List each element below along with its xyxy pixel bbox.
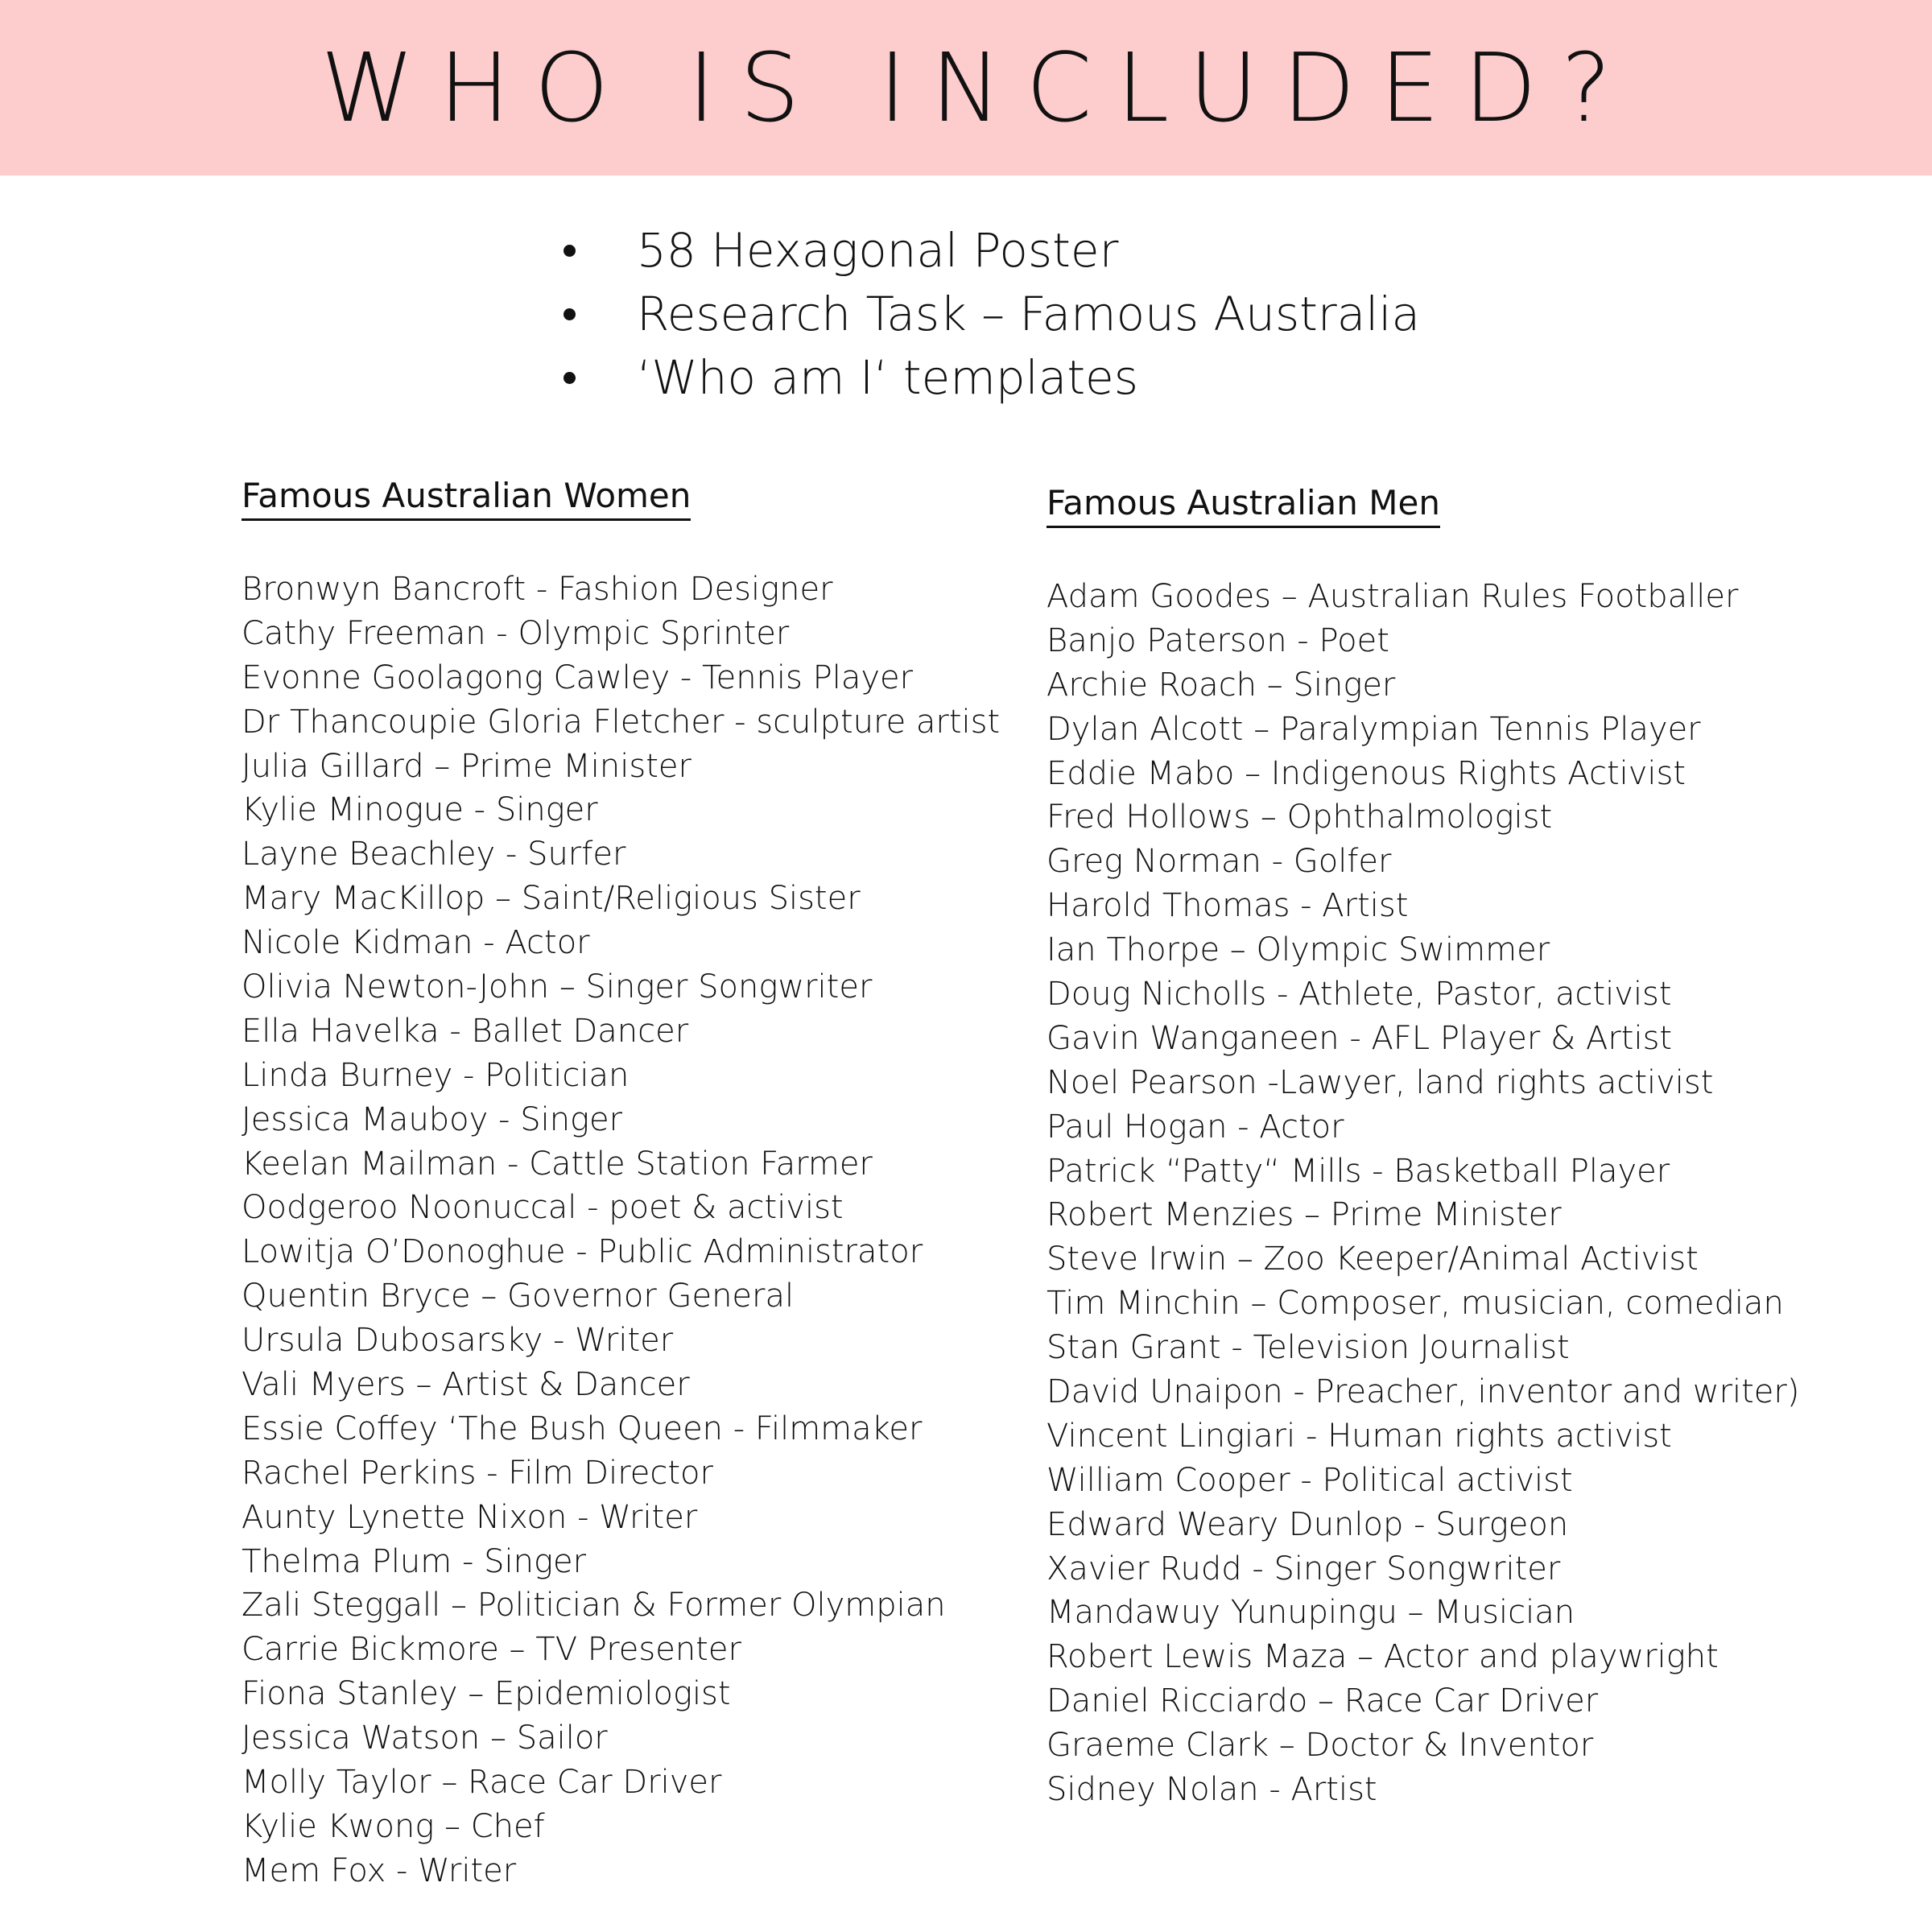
list-item: Nicole Kidman - Actor bbox=[242, 924, 590, 962]
list-item: Doug Nicholls - Athlete, Pastor, activist bbox=[1046, 976, 1672, 1013]
list-item: Steve Irwin – Zoo Keeper/Animal Activist bbox=[1046, 1241, 1699, 1278]
included-item: 58 Hexagonal Poster bbox=[564, 219, 1852, 283]
list-item: Kylie Minogue - Singer bbox=[242, 791, 598, 829]
list-item: William Cooper - Political activist bbox=[1046, 1461, 1573, 1499]
list-item: Fred Hollows – Ophthalmologist bbox=[1046, 799, 1553, 836]
list-item: Thelma Plum - Singer bbox=[242, 1542, 587, 1580]
list-item: Vali Myers – Artist & Dancer bbox=[242, 1366, 690, 1404]
list-item: Daniel Ricciardo – Race Car Driver bbox=[1046, 1682, 1599, 1720]
list-item: Layne Beachley - Surfer bbox=[242, 836, 626, 873]
included-item: Research Task – Famous Australia bbox=[564, 283, 1852, 346]
list-item: Linda Burney - Politician bbox=[242, 1056, 630, 1094]
list-item: Jessica Watson – Sailor bbox=[242, 1719, 608, 1757]
list-item: Noel Pearson -Lawyer, land rights activist bbox=[1046, 1063, 1714, 1101]
list-item: Jessica Mauboy - Singer bbox=[242, 1100, 623, 1138]
bullet-icon bbox=[564, 308, 576, 320]
bullet-icon bbox=[564, 245, 576, 257]
list-item: Tim Minchin – Composer, musician, comedian bbox=[1046, 1285, 1784, 1323]
list-item: Aunty Lynette Nixon - Writer bbox=[242, 1498, 698, 1536]
list-item: Robert Lewis Maza – Actor and playwright bbox=[1046, 1638, 1719, 1676]
list-item: Graeme Clark – Doctor & Inventor bbox=[1046, 1727, 1594, 1765]
list-item: Ursula Dubosarsky - Writer bbox=[242, 1322, 674, 1360]
list-item: Vincent Lingiari - Human rights activist bbox=[1046, 1417, 1672, 1455]
list-item: Robert Menzies – Prime Minister bbox=[1046, 1196, 1562, 1234]
women-list bbox=[242, 568, 1001, 1893]
list-item: Paul Hogan - Actor bbox=[1046, 1108, 1344, 1146]
list-item: Lowitja O’Donoghue - Public Administrator bbox=[242, 1233, 923, 1271]
women-heading: Famous Australian Women bbox=[242, 475, 691, 521]
list-item: Ian Thorpe – Olympic Swimmer bbox=[1046, 931, 1550, 969]
list-item: Kylie Kwong – Chef bbox=[242, 1807, 545, 1845]
women-column bbox=[242, 475, 1001, 1893]
list-item: Adam Goodes – Australian Rules Footballer bbox=[1046, 578, 1739, 615]
included-items-list bbox=[564, 219, 1852, 410]
list-item: Mary MacKillop – Saint/Religious Sister bbox=[242, 880, 861, 918]
list-item: Stan Grant - Television Journalist bbox=[1046, 1329, 1570, 1367]
included-item: ‘Who am I‘ templates bbox=[564, 346, 1852, 410]
list-item: Edward Weary Dunlop - Surgeon bbox=[1046, 1505, 1569, 1543]
list-item: Carrie Bickmore – TV Presenter bbox=[242, 1631, 741, 1669]
list-item: David Unaipon - Preacher, inventor and writer) bbox=[1046, 1373, 1800, 1411]
list-item: Julia Gillard – Prime Minister bbox=[242, 747, 691, 785]
list-item: Molly Taylor – Race Car Driver bbox=[242, 1764, 722, 1802]
list-item: Xavier Rudd - Singer Songwriter bbox=[1046, 1550, 1561, 1587]
list-item: Essie Coffey ‘The Bush Queen - Filmmaker bbox=[242, 1410, 923, 1447]
list-item: Oodgeroo Noonuccal - poet & activist bbox=[242, 1189, 844, 1227]
list-item: Harold Thomas - Artist bbox=[1046, 887, 1409, 925]
list-item: Cathy Freeman - Olympic Sprinter bbox=[242, 614, 790, 652]
list-item: Zali Steggall – Politician & Former Olympian bbox=[242, 1587, 946, 1624]
list-item: Mandawuy Yunupingu – Musician bbox=[1046, 1594, 1575, 1632]
list-item: Bronwyn Bancroft - Fashion Designer bbox=[242, 571, 833, 608]
list-item: Gavin Wanganeen - AFL Player & Artist bbox=[1046, 1019, 1673, 1057]
list-item: Rachel Perkins - Film Director bbox=[242, 1454, 713, 1492]
list-item: Ella Havelka - Ballet Dancer bbox=[242, 1012, 689, 1050]
list-item: Keelan Mailman - Cattle Station Farmer bbox=[242, 1145, 873, 1183]
header-banner bbox=[0, 0, 1932, 175]
list-item: Quentin Bryce – Governor General bbox=[242, 1278, 795, 1315]
men-heading: Famous Australian Men bbox=[1046, 482, 1440, 528]
list-item: Mem Fox - Writer bbox=[242, 1852, 517, 1889]
men-list bbox=[1046, 575, 1800, 1812]
list-item: Eddie Mabo – Indigenous Rights Activist bbox=[1046, 754, 1686, 792]
list-item: Dylan Alcott – Paralympian Tennis Player bbox=[1046, 710, 1701, 748]
page-title: WHO IS INCLUDED? bbox=[320, 32, 1636, 143]
list-item: Sidney Nolan - Artist bbox=[1046, 1771, 1377, 1809]
list-item: Archie Roach – Singer bbox=[1046, 666, 1396, 704]
list-item: Fiona Stanley – Epidemiologist bbox=[242, 1675, 731, 1713]
men-column bbox=[1046, 482, 1800, 1812]
list-item: Dr Thancoupie Gloria Fletcher - sculpture artist bbox=[242, 703, 1001, 741]
list-item: Greg Norman - Golfer bbox=[1046, 843, 1392, 881]
list-item: Olivia Newton-John – Singer Songwriter bbox=[242, 968, 873, 1006]
list-item: Banjo Paterson - Poet bbox=[1046, 621, 1389, 659]
bullet-icon bbox=[564, 372, 576, 384]
list-item: Patrick “Patty“ Mills - Basketball Player bbox=[1046, 1152, 1670, 1190]
list-item: Evonne Goolagong Cawley - Tennis Player bbox=[242, 658, 914, 696]
